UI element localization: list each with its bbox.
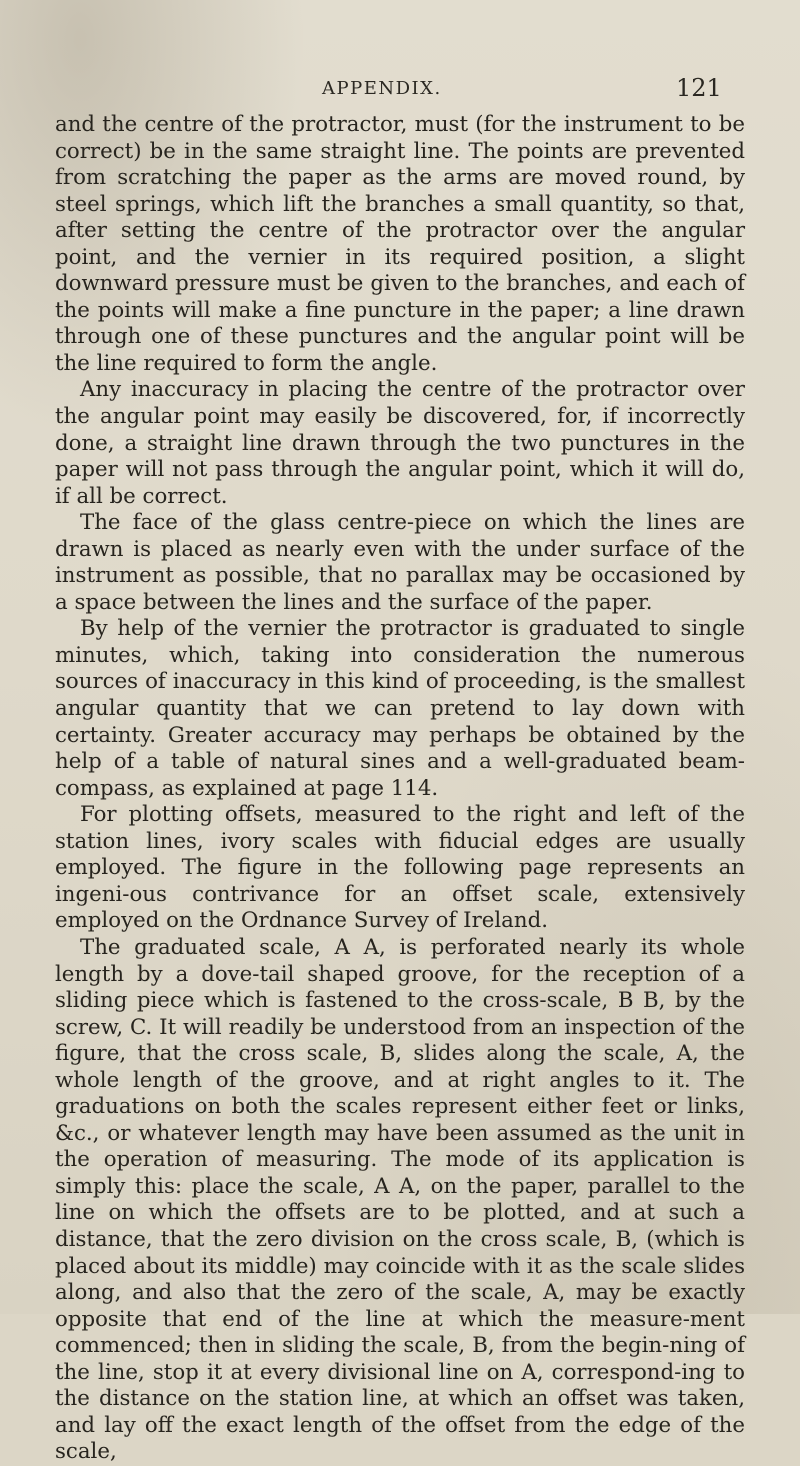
paragraph: For plotting offsets, measured to the right and left of the station lines, ivory scales with fiducial edges are usually employed. The figure in the following page represents an ingeni-ous contrivance for an offset scale, extensively employed on the Ordnance Survey of Ireland. (55, 802, 745, 934)
page-header (0, 74, 800, 108)
paragraph: Any inaccuracy in placing the centre of the protractor over the angular point may easily be discovered, for, if incorrectly done, a straight line drawn through the two punctures in the paper will not pass through the angular point, which it will do, if all be correct. (55, 377, 745, 509)
paragraph: and the centre of the protractor, must (for the instrument to be correct) be in the same straight line. The points are prevented from scratching the paper as the arms are moved round, by steel springs, which lift the branches a small quantity, so that, after setting the centre of the protractor over the angular point, and the vernier in its required position, a slight downward pressure must be given to the branches, and each of the points will make a fine puncture in the paper; a line drawn through one of these punctures and the angular point will be the line required to form the angle. (55, 112, 745, 376)
paragraph: The graduated scale, A A, is perforated nearly its whole length by a dove-tail shaped groove, for the reception of a sliding piece which is fastened to the cross-scale, B B, by the screw, C. It will readily be understood from an inspection of the figure, that the cross scale, B, slides along the scale, A, the whole length of the groove, and at right angles to it. The graduations on both the scales represent either feet or links, &c., or whatever length may have been assumed as the unit in the operation of measuring. The mode of its application is simply this: place the scale, A A, on the paper, parallel to the line on which the offsets are to be plotted, and at such a distance, that the zero division on the cross scale, B, (which is placed about its middle) may coincide with it as the scale slides along, and also that the zero of the scale, A, may be exactly opposite that end of the line at which the measure-ment commenced; then in sliding the scale, B, from the begin-ning of the line, stop it at every divisional line on A, correspond-ing to the distance on the station line, at which an offset was taken, and lay off the exact length of the offset from the edge of the scale, (55, 934, 745, 1465)
paragraph: The face of the glass centre-piece on which the lines are drawn is placed as nearly even with the under surface of the instrument as possible, that no parallax may be occasioned by a space between the lines and the surface of the paper. (55, 510, 745, 615)
running-head: APPENDIX. (322, 78, 442, 99)
body-text (55, 112, 745, 1466)
page-number: 121 (676, 74, 722, 102)
paragraph: By help of the vernier the protractor is graduated to single minutes, which, taking into consideration the numerous sources of inaccuracy in this kind of proceeding, is the smallest angular quantity that we can pretend to lay down with certainty. Greater accuracy may perhaps be obtained by the help of a table of natural sines and a well-graduated beam-compass, as explained at page 114. (55, 616, 745, 801)
